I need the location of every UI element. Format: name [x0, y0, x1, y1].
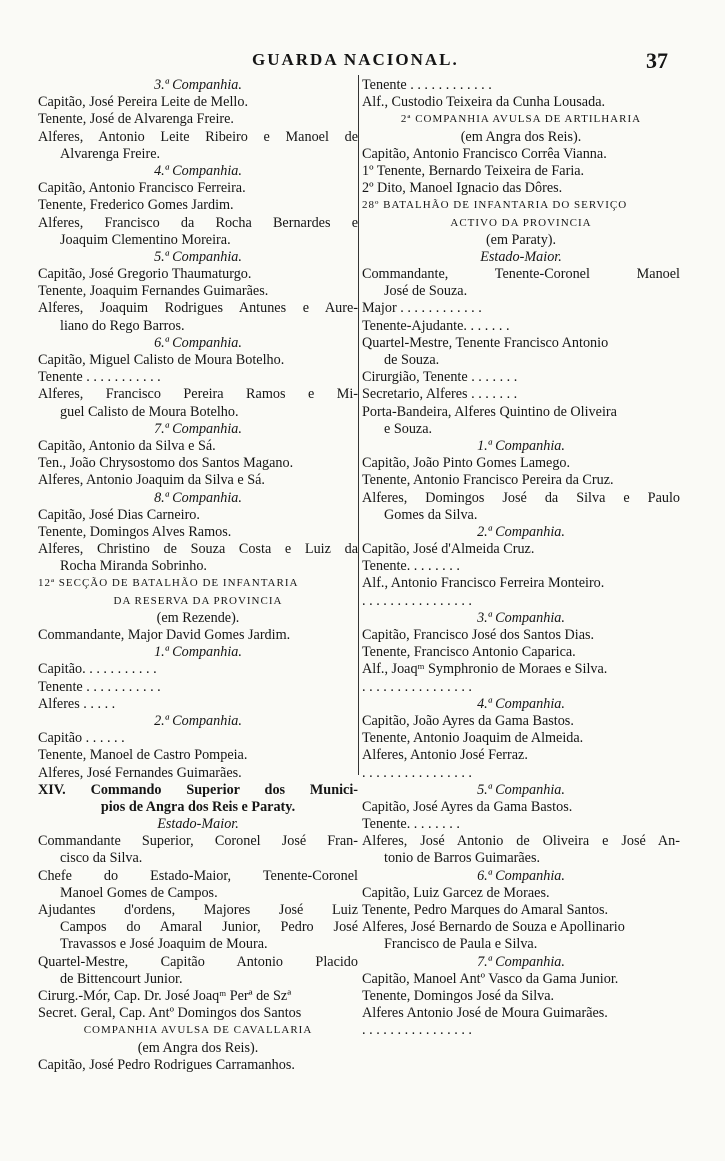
right-column-line: Tenente . . . . . . . . . . . .: [362, 77, 492, 93]
right-column-line: Quartel-Mestre, Tenente Francisco Antonio: [362, 334, 609, 351]
right-column-line: 2ª COMPANHIA AVULSA DE ARTILHARIA: [400, 113, 642, 126]
right-column-line: Capitão, Luiz Garcez de Moraes.: [362, 884, 550, 901]
right-column-line: . . . . . . . . . . . . . . . .: [362, 592, 472, 609]
right-column-line: 4.ª Companhia.: [477, 695, 565, 712]
left-column-line: Tenente . . . . . . . . . . .: [38, 678, 161, 695]
left-column-line: Capitão, José Gregorio Thaumaturgo.: [38, 266, 252, 283]
left-column-line: Tenente, Domingos Alves Ramos.: [38, 523, 232, 540]
right-column-line: Alferes, José Antonio de Oliveira e José An-: [362, 833, 680, 850]
left-column-line: Commandante, Major David Gomes Jardim.: [38, 627, 291, 643]
left-column-line: Secret. Geral, Cap. Antº Domingos dos Santos: [38, 1005, 302, 1022]
left-column-line: 1.ª Companhia.: [154, 644, 242, 661]
right-column-line: Alferes, José Bernardo de Souza e Apollinario: [362, 919, 625, 936]
left-column-line: Capitão, José Dias Carneiro.: [38, 506, 200, 523]
left-column-line: Alferes, Joaquim Rodrigues Antunes e Aure-: [38, 300, 358, 317]
right-column-line: Tenente-Ajudante. . . . . . .: [362, 317, 510, 334]
right-column-line: Tenente. . . . . . . .: [362, 558, 460, 575]
right-column-line: Francisco de Paula e Silva.: [384, 936, 538, 953]
left-column-line: Joaquim Clementino Moreira.: [60, 231, 231, 248]
right-column-line: Capitão, Francisco José dos Santos Dias.: [362, 627, 595, 643]
page-header: [0, 50, 725, 74]
left-column-line: Capitão, José Pereira Leite de Mello.: [38, 94, 248, 111]
left-column-line: Alferes, Francisco Pereira Ramos e Mi-: [38, 386, 358, 403]
left-column-line: Alferes, Christino de Souza Costa e Luiz da: [38, 541, 358, 558]
left-column: [38, 77, 358, 1074]
running-title: GUARDA NACIONAL.: [252, 50, 459, 69]
right-column-line: 1.ª Companhia.: [477, 437, 565, 454]
left-column-line: XIV. Commando Superior dos Munici-: [38, 781, 358, 798]
right-column-line: Estado-Maior.: [480, 248, 562, 265]
left-column-line: Estado-Maior.: [157, 816, 239, 833]
right-column-line: 2º Dito, Manoel Ignacio das Dôres.: [362, 180, 563, 197]
left-column-line: de Bittencourt Junior.: [60, 970, 183, 987]
right-column-line: Capitão, João Ayres da Gama Bastos.: [362, 712, 574, 729]
right-column-line: e Souza.: [384, 420, 433, 437]
left-column-line: 4.ª Companhia.: [154, 162, 242, 179]
right-column-line: 1º Tenente, Bernardo Teixeira de Faria.: [362, 162, 585, 179]
right-column-line: . . . . . . . . . . . . . . . .: [362, 678, 472, 695]
right-column-line: Capitão, João Pinto Gomes Lamego.: [362, 455, 571, 472]
left-column-line: 6.ª Companhia.: [154, 334, 242, 351]
left-column-line: COMPANHIA AVULSA DE CAVALLARIA: [83, 1024, 313, 1037]
right-column-line: de Souza.: [384, 352, 440, 368]
left-column-line: cisco da Silva.: [60, 850, 143, 867]
right-column-line: (em Paraty).: [485, 231, 557, 248]
left-column-line: (em Angra dos Reis).: [137, 1039, 259, 1056]
right-column: [362, 77, 680, 1040]
left-column-line: Rocha Miranda Sobrinho.: [60, 558, 207, 575]
right-column-line: Tenente, Pedro Marques do Amaral Santos.: [362, 902, 609, 918]
left-column-line: Commandante Superior, Coronel José Fran-: [38, 833, 358, 850]
right-column-line: tonio de Barros Guimarães.: [384, 850, 541, 867]
left-column-line: DA RESERVA DA PROVINCIA: [113, 594, 283, 607]
right-column-line: Tenente, Antonio Francisco Pereira da Cruz.: [362, 472, 614, 489]
left-column-line: 2.ª Companhia.: [154, 712, 242, 729]
right-column-line: (em Angra dos Reis).: [460, 128, 582, 145]
right-column-line: Commandante, Tenente-Coronel Manoel: [362, 266, 680, 283]
right-column-line: Alferes Antonio José de Moura Guimarães.: [362, 1005, 608, 1022]
left-column-line: Tenente, Manoel de Castro Pompeia.: [38, 747, 248, 764]
left-column-line: Campos do Amaral Junior, Pedro José: [60, 919, 358, 936]
left-column-line: Capitão, Antonio da Silva e Sá.: [38, 437, 216, 454]
left-column-line: guel Calisto de Moura Botelho.: [60, 403, 239, 420]
left-column-line: Cirurg.-Mór, Cap. Dr. José Joaqᵐ Perª de Szª: [38, 987, 292, 1004]
right-column-line: Secretario, Alferes . . . . . . .: [362, 386, 518, 403]
right-column-line: 3.ª Companhia.: [477, 609, 565, 626]
right-column-line: . . . . . . . . . . . . . . . .: [362, 1022, 472, 1039]
left-column-line: pios de Angra dos Reis e Paraty.: [100, 798, 296, 815]
left-column-line: 3.ª Companhia.: [154, 77, 242, 93]
left-column-line: Alferes, Antonio Leite Ribeiro e Manoel de: [38, 128, 358, 145]
right-column-line: Capitão, Manoel Antº Vasco da Gama Junior.: [362, 970, 619, 987]
left-column-line: liano do Rego Barros.: [60, 317, 185, 334]
right-column-line: 6.ª Companhia.: [477, 867, 565, 884]
right-column-line: Alf., Joaqᵐ Symphronio de Moraes e Silva.: [362, 661, 608, 678]
left-column-line: Tenente, José de Alvarenga Freire.: [38, 111, 234, 128]
right-column-line: Alferes, Domingos José da Silva e Paulo: [362, 489, 680, 506]
right-column-line: 28º BATALHÃO DE INFANTARIA DO SERVIÇO: [362, 199, 628, 212]
right-column-line: Alferes, Antonio José Ferraz.: [362, 747, 528, 764]
page-number: 37: [646, 48, 668, 73]
right-column-line: José de Souza.: [384, 283, 468, 300]
right-column-line: Alf., Antonio Francisco Ferreira Monteiro.: [362, 575, 605, 592]
left-column-line: Quartel-Mestre, Capitão Antonio Placido: [38, 953, 358, 970]
left-column-line: Alferes, Francisco da Rocha Bernardes e: [38, 214, 358, 231]
left-column-line: Capitão, Antonio Francisco Ferreira.: [38, 180, 246, 197]
right-column-line: ACTIVO DA PROVINCIA: [450, 216, 592, 229]
left-column-line: Capitão. . . . . . . . . . .: [38, 661, 157, 678]
left-column-line: Capitão . . . . . .: [38, 730, 125, 747]
left-column-line: Capitão, José Pedro Rodrigues Carramanhos.: [38, 1056, 295, 1073]
right-column-line: Tenente, Francisco Antonio Caparica.: [362, 644, 576, 661]
right-column-line: Capitão, José d'Almeida Cruz.: [362, 541, 535, 558]
left-column-line: (em Rezende).: [156, 609, 240, 626]
left-column-line: 5.ª Companhia.: [154, 248, 242, 265]
right-column-line: Major . . . . . . . . . . . .: [362, 300, 482, 317]
right-column-line: Tenente, Domingos José da Silva.: [362, 987, 555, 1004]
left-column-line: Tenente, Frederico Gomes Jardim.: [38, 197, 234, 214]
left-column-line: 7.ª Companhia.: [154, 420, 242, 437]
right-column-line: Porta-Bandeira, Alferes Quintino de Oliveira: [362, 403, 617, 420]
left-column-line: Tenente, Joaquim Fernandes Guimarães.: [38, 283, 269, 300]
right-column-line: Tenente. . . . . . . .: [362, 816, 460, 833]
right-column-line: Alf., Custodio Teixeira da Cunha Lousada.: [362, 94, 606, 111]
left-column-line: Alferes, José Fernandes Guimarães.: [38, 764, 242, 781]
right-column-line: 7.ª Companhia.: [477, 953, 565, 970]
right-column-line: Capitão, Antonio Francisco Corrêa Vianna.: [362, 145, 607, 162]
right-column-line: Gomes da Silva.: [384, 506, 478, 523]
left-column-line: Chefe do Estado-Maior, Tenente-Coronel: [38, 867, 358, 884]
left-column-line: Manoel Gomes de Campos.: [60, 884, 218, 901]
left-column-line: Travassos e José Joaquim de Moura.: [60, 936, 268, 953]
left-column-line: Tenente . . . . . . . . . . .: [38, 369, 161, 386]
left-column-line: Ajudantes d'ordens, Majores José Luiz: [38, 902, 358, 918]
left-column-line: Ten., João Chrysostomo dos Santos Magano.: [38, 455, 294, 472]
right-column-line: Cirurgião, Tenente . . . . . . .: [362, 369, 518, 386]
right-column-line: Tenente, Antonio Joaquim de Almeida.: [362, 730, 584, 747]
left-column-line: Alvarenga Freire.: [60, 145, 161, 162]
right-column-line: . . . . . . . . . . . . . . . .: [362, 764, 472, 781]
column-divider: [358, 75, 359, 775]
right-column-line: 5.ª Companhia.: [477, 781, 565, 798]
left-column-line: 8.ª Companhia.: [154, 489, 242, 506]
right-column-line: Capitão, José Ayres da Gama Bastos.: [362, 798, 573, 815]
left-column-line: Alferes, Antonio Joaquim da Silva e Sá.: [38, 472, 265, 489]
right-column-line: 2.ª Companhia.: [477, 523, 565, 540]
left-column-line: 12ª SECÇÃO DE BATALHÃO DE INFANTARIA: [38, 577, 299, 590]
left-column-line: Capitão, Miguel Calisto de Moura Botelho.: [38, 352, 285, 368]
left-column-line: Alferes . . . . .: [38, 695, 116, 712]
